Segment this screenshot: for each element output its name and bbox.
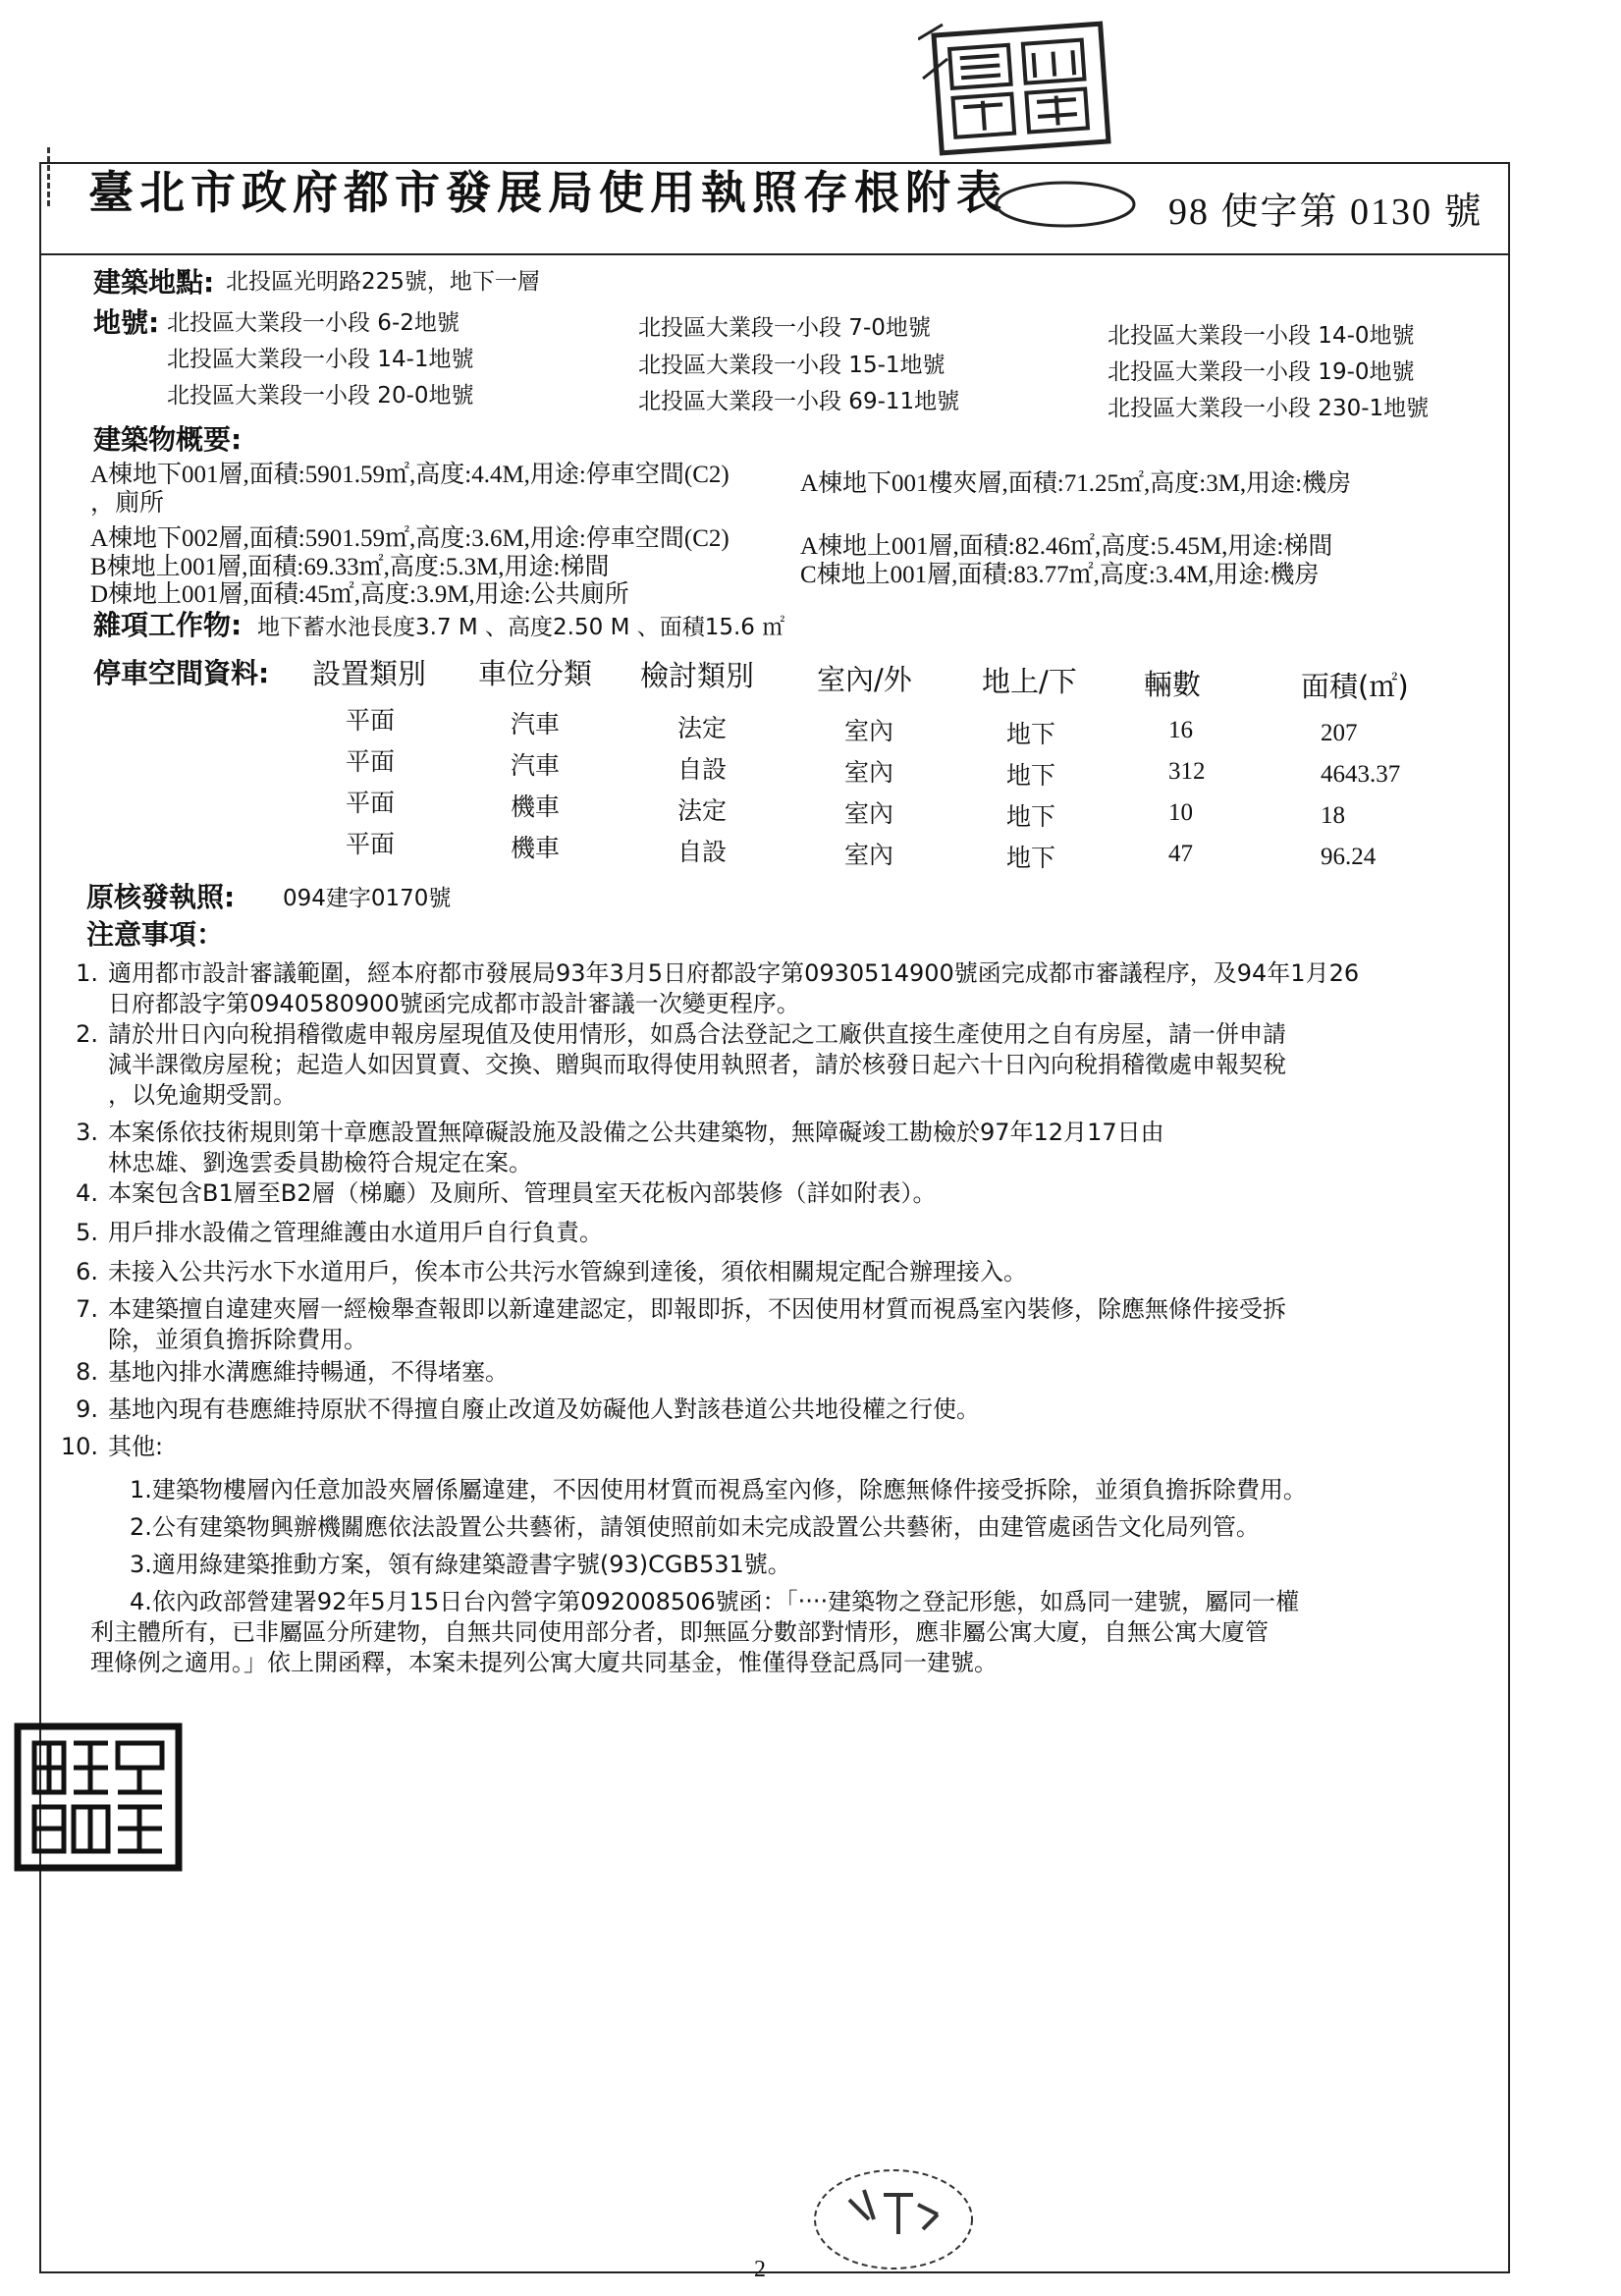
note-line: 請於卅日內向稅捐稽徵處申報房屋現值及使用情形，如爲合法登記之工廠供直接生產使用之自有房屋，請一併申請: [108, 1020, 1286, 1048]
lot-item: 北投區大業段一小段 20-0地號: [167, 383, 474, 409]
margin-mark: [47, 147, 56, 206]
note-line: 其他:: [108, 1433, 164, 1460]
lots-label: 地號:: [93, 306, 160, 339]
page-number: 2: [754, 2257, 766, 2282]
parking-cell: 312: [1168, 758, 1206, 785]
parking-cell: 10: [1168, 799, 1193, 826]
parking-cell: 汽車: [511, 753, 561, 780]
note-number: 2.: [76, 1020, 98, 1048]
overview-line: A棟地下001層,面積:5901.59㎡,高度:4.4M,用途:停車空間(C2): [90, 462, 729, 488]
parking-header: 檢討類別: [640, 659, 755, 692]
note-line: 本案係依技術規則第十章應設置無障礙設施及設備之公共建築物，無障礙竣工勘檢於97年12月17日由: [108, 1119, 1164, 1146]
note-number: 1.: [76, 959, 98, 987]
overview-line: A棟地下002層,面積:5901.59㎡,高度:3.6M,用途:停車空間(C2): [90, 525, 729, 552]
sub-note-item: [130, 1550, 1504, 1580]
note-line: 除，並須負擔拆除費用。: [108, 1326, 367, 1354]
note-line: 基地內排水溝應維持暢通，不得堵塞。: [108, 1358, 509, 1386]
note-number: 6.: [76, 1258, 98, 1285]
parking-label: 停車空間資料:: [93, 657, 270, 689]
note-line: 適用都市設計審議範圍，經本府都市發展局93年3月5日府都設字第0930514900號函完成都市審議程序，及94年1月26: [108, 959, 1360, 987]
note-line: 本建築擅自違建夾層一經檢舉查報即以新違建認定，即報即拆，不因使用材質而視爲室內裝修，除應無條件接受拆: [108, 1295, 1286, 1323]
lot-item: 北投區大業段一小段 7-0地號: [638, 315, 931, 341]
parking-cell: 機車: [511, 836, 561, 862]
seal-bottom: [805, 2160, 982, 2278]
lot-item: 北投區大業段一小段 14-1地號: [167, 347, 474, 372]
parking-cell: 室內: [844, 801, 894, 828]
parking-cell: 法定: [677, 716, 728, 742]
title-rule: [39, 253, 1510, 255]
note-number: 8.: [76, 1358, 98, 1386]
site-label: 建築地點:: [93, 266, 215, 299]
parking-cell: 平面: [346, 749, 396, 776]
sub-note-item: [130, 1512, 1504, 1543]
document-title: 臺北市政府都市發展局使用執照存根附表: [88, 166, 1007, 219]
note-number: 7.: [76, 1295, 98, 1323]
sub-note-line: 3.適用綠建築推動方案，領有綠建築證書字號(93)CGB531號。: [130, 1551, 791, 1578]
note-number: 4.: [76, 1179, 98, 1207]
note-item: [59, 1019, 1512, 1108]
overview-line: B棟地上001層,面積:69.33㎡,高度:5.3M,用途:梯間: [90, 554, 610, 580]
lot-item: 北投區大業段一小段 14-0地號: [1108, 323, 1415, 349]
lot-item: 北投區大業段一小段 6-2地號: [167, 310, 459, 336]
note-line: 基地內現有巷應維持原狀不得擅自廢止改道及妨礙他人對該巷道公共地役權之行使。: [108, 1395, 980, 1423]
permit-number: 98 使字第 0130 號: [1168, 191, 1484, 233]
original-permit-label: 原核發執照:: [86, 881, 236, 913]
note-item: [59, 1294, 1512, 1353]
parking-header: 輛數: [1144, 668, 1202, 701]
parking-cell: 207: [1321, 720, 1358, 746]
misc-works-label: 雜項工作物:: [93, 609, 243, 641]
overview-line: D棟地上001層,面積:45㎡,高度:3.9M,用途:公共廁所: [90, 581, 629, 608]
parking-cell: 平面: [346, 791, 396, 817]
parking-header: 車位分類: [478, 657, 593, 690]
sub-note-item: [130, 1475, 1504, 1505]
misc-works-value: 地下蓄水池長度3.7 M 、高度2.50 M 、面積15.6 ㎡: [257, 615, 785, 640]
note-line: 日府都設字第0940580900號函完成都市設計審議一次變更程序。: [108, 990, 800, 1018]
parking-cell: 室內: [844, 760, 894, 787]
sub-note-line: 理條例之適用。」依上開函釋，本案未提列公寓大廈共同基金，惟僅得登記爲同一建號。: [90, 1649, 998, 1677]
overview-line: A棟地下001樓夾層,面積:71.25㎡,高度:3M,用途:機房: [800, 470, 1352, 497]
parking-cell: 地下: [1006, 763, 1056, 790]
overview-line: C棟地上001層,面積:83.77㎡,高度:3.4M,用途:機房: [800, 562, 1320, 588]
parking-cell: 自設: [677, 840, 728, 866]
official-seal-left: [10, 1719, 187, 1876]
note-number: 5.: [76, 1219, 98, 1246]
parking-cell: 16: [1168, 717, 1193, 743]
note-number: 10.: [60, 1433, 98, 1460]
parking-cell: 18: [1321, 802, 1345, 829]
sub-note-line: 利主體所有，已非屬區分所建物，自無共同使用部分者，即無區分數部對情形，應非屬公寓大廈，自無公寓大廈管: [90, 1618, 1269, 1647]
parking-header: 設置類別: [312, 657, 427, 690]
sub-note-line: 2.公有建築物興辦機關應依法設置公共藝術，請領使照前如未完成設置公共藝術，由建管處函告文化局列管。: [130, 1513, 1260, 1541]
parking-cell: 平面: [346, 708, 396, 735]
parking-cell: 法定: [677, 798, 728, 825]
overview-line: ，廁所: [90, 490, 165, 517]
parking-cell: 96.24: [1321, 844, 1377, 870]
note-line: 減半課徵房屋稅；起造人如因買賣、交換、贈與而取得使用執照者，請於核發日起六十日內向稅捐稽徵處申報契稅: [108, 1051, 1286, 1079]
parking-cell: 自設: [677, 757, 728, 784]
lot-item: 北投區大業段一小段 19-0地號: [1108, 359, 1415, 385]
lot-item: 北投區大業段一小段 230-1地號: [1108, 396, 1430, 421]
parking-cell: 室內: [844, 719, 894, 745]
original-permit-value: 094建字0170號: [283, 886, 452, 911]
note-line: 林忠雄、劉逸雲委員勘檢符合規定在案。: [108, 1149, 532, 1177]
overview-label: 建築物概要:: [93, 423, 243, 456]
parking-cell: 地下: [1006, 846, 1056, 872]
lot-item: 北投區大業段一小段 69-11地號: [638, 389, 960, 414]
notes-label: 注意事項：: [86, 918, 225, 951]
overview-line: A棟地上001層,面積:82.46㎡,高度:5.45M,用途:梯間: [800, 533, 1333, 560]
parking-cell: 地下: [1006, 804, 1056, 831]
note-number: 3.: [76, 1119, 98, 1146]
sub-note-line: 1.建築物樓層內任意加設夾層係屬違建，不因使用材質而視爲室內修，除應無條件接受拆除，並須負擔拆除費用。: [130, 1476, 1307, 1503]
parking-cell: 地下: [1006, 722, 1056, 748]
lot-item: 北投區大業段一小段 15-1地號: [638, 353, 946, 378]
note-line: 用戶排水設備之管理維護由水道用戶自行負責。: [108, 1219, 603, 1246]
note-line: 本案包含B1層至B2層（梯廳）及廁所、管理員室天花板內部裝修（詳如附表）。: [108, 1179, 937, 1207]
sub-note-item: [90, 1587, 1504, 1679]
parking-cell: 4643.37: [1321, 761, 1401, 788]
note-line: ，以免逾期受罰。: [108, 1081, 297, 1110]
parking-cell: 室內: [844, 843, 894, 869]
official-stamp-top: [918, 20, 1124, 157]
note-line: 未接入公共污水下水道用戶，俟本市公共污水管線到達後，須依相關規定配合辦理接入。: [108, 1258, 1027, 1285]
note-item: [59, 958, 1512, 1017]
parking-header: 面積(㎡): [1301, 670, 1409, 703]
site-value: 北投區光明路225號，地下一層: [226, 269, 540, 295]
parking-header: 地上/下: [982, 665, 1077, 698]
title-ellipse-mark: [992, 175, 1139, 234]
note-number: 9.: [76, 1395, 98, 1423]
parking-cell: 平面: [346, 832, 396, 858]
parking-header: 室內/外: [817, 663, 912, 696]
parking-cell: 47: [1168, 841, 1193, 867]
note-item: [59, 1118, 1512, 1176]
sub-note-line: 4.依內政部營建署92年5月15日台內營字第092008506號函：「‧‧‧‧建築物之登記形態，如爲同一建號，屬同一權: [130, 1588, 1300, 1615]
parking-cell: 汽車: [511, 712, 561, 738]
parking-cell: 機車: [511, 794, 561, 821]
